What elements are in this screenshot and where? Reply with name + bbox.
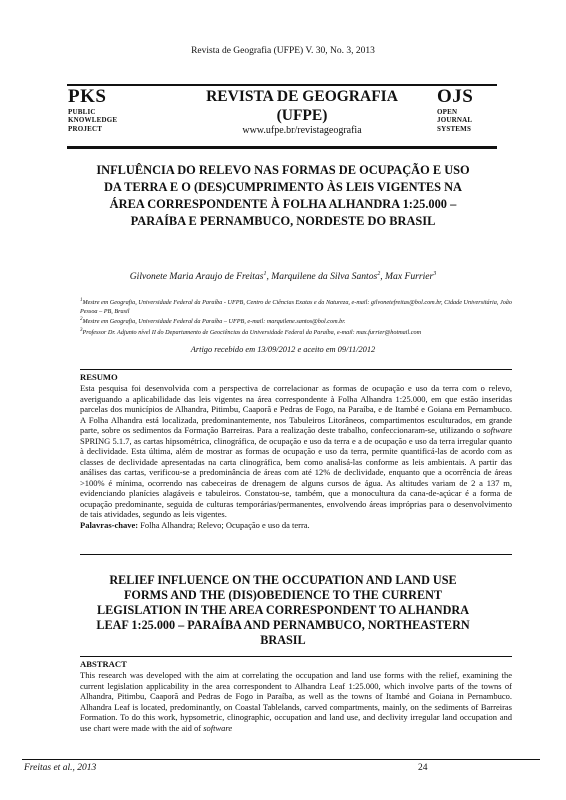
keywords-label: Palavras-chave:: [80, 519, 139, 530]
affiliation-item: [80, 327, 512, 338]
affiliation-item: [80, 297, 512, 316]
pks-logo-line: PUBLIC: [68, 108, 96, 116]
affiliation-marker: 1: [80, 298, 83, 303]
running-header: Revista de Geografia (UFPE) V. 30, No. 3, 2013: [191, 46, 375, 56]
masthead-bottom-rule: [67, 146, 497, 149]
pks-logo-title: PKS: [68, 86, 107, 107]
author-affil-marker: 1: [263, 271, 267, 277]
affiliation-marker: 3: [80, 327, 83, 333]
resumo-text: SPRING 5.1.7, as cartas hipsométrica, clinográfica, de ocupação e uso da terra e a de ocupação e uso da terra irregular quanto à declividade. Esta última, além de mostrar as formas de ocupação e uso da terra, permite quantificá-las de acordo com as classes de declividade apresentadas na carta clinográfica, bem como analisá-las conforme as leis ambientais. A partir das análises das cartas, verificou-se a predominância de áreas com até 12% de declividade, enquanto que a ocorrência de áreas >100% é mínima, ocorrendo nas cabeceiras de drenagem de alguns cursos de água. As altitudes variam de 2 a 137 m, evidenciando planícies alagáveis e tabuleiros. Constatou-se, também, que a monocultura da cana-de-açúcar é a forma de ocupação predominante, seguida de culturas temporárias/permanentes, envolvendo áreas impróprias para o desenvolvimento de tais atividades, segundo as leis vigentes.: [80, 435, 512, 519]
author-affil-marker: 3: [433, 271, 437, 277]
article-title-en: RELIEF INFLUENCE ON THE OCCUPATION AND LAND USE FORMS AND THE (DIS)OBEDIENCE TO THE CURRENT LEGISLATION IN THE AREA CORRESPONDENT TO ALHANDRA LEAF 1:25.000 – PARAÍBA AND PERNAMBUCO, NORTHEASTERN BRASIL: [96, 573, 470, 647]
keywords-text: Folha Alhandra; Relevo; Ocupação e uso da terra.: [138, 519, 310, 530]
ojs-logo-line: JOURNAL: [437, 116, 473, 125]
resumo-top-rule: [80, 369, 512, 370]
affiliation-item: [80, 316, 512, 327]
journal-title-sub: (UFPE): [276, 107, 328, 124]
resumo-bottom-rule: [80, 554, 512, 555]
author-list: [0, 271, 566, 282]
journal-url[interactable]: www.ufpe.br/revistageografia: [242, 125, 362, 136]
ojs-logo-title: OJS: [437, 86, 474, 107]
affiliations: [80, 297, 512, 338]
affiliation-text: Mestre em Geografia, Universidade Federal da Paraíba - UFPB, Centro de Ciências Exatas e da Natureza, e-mail: gilvonetefreitas@bol.com.br, Cidade Universitária, João Pessoa – PB, Brasil: [80, 299, 512, 315]
ojs-logo-line: OPEN: [437, 108, 458, 116]
author-name: Max Furrier: [385, 271, 434, 283]
pks-logo-line: KNOWLEDGE: [68, 116, 118, 125]
resumo-body: [80, 383, 512, 530]
affiliation-text: Mestre em Geografia, Universidade Federal da Paraíba – UFPB, e-mail: marquilene.santos@bol.com.br.: [82, 318, 346, 326]
footer-rule: [22, 759, 540, 760]
author-separator: ,: [380, 271, 386, 283]
author-name: Marquilene da Silva Santos: [271, 271, 378, 283]
affiliation-marker: 2: [80, 317, 83, 323]
affiliation-text: Professor Dr. Adjunto nível II do Departamento de Geociências da Universidade Federal da Paraíba, e-mail: max.furrier@hotmail.com: [82, 328, 422, 336]
abstract-body: [80, 670, 512, 733]
journal-masthead: [67, 84, 497, 148]
ojs-logo: [437, 86, 507, 133]
journal-title: REVISTA DE GEOGRAFIA: [206, 88, 398, 105]
received-date: Artigo recebido em 13/09/2012 e aceito em 09/11/2012: [190, 345, 376, 354]
abstract-top-rule: [80, 656, 512, 657]
author-separator: ,: [266, 271, 272, 283]
page-number: 24: [418, 763, 428, 773]
article-title-pt: INFLUÊNCIA DO RELEVO NAS FORMAS DE OCUPAÇÃO E USO DA TERRA E O (DES)CUMPRIMENTO ÀS LEIS VIGENTES NA ÁREA CORRESPONDENTE À FOLHA ALHANDRA 1:25.000 – PARAÍBA E PERNAMBUCO, NORDESTE DO BRASIL: [96, 163, 470, 228]
keywords: [80, 520, 310, 530]
abstract-heading: ABSTRACT: [80, 659, 127, 669]
footer-citation: Freitas et al., 2013: [24, 763, 97, 773]
author-name: Gilvonete Maria Araujo de Freitas: [129, 271, 264, 283]
resumo-heading: RESUMO: [80, 372, 118, 382]
abstract-italic-term: software: [203, 722, 233, 733]
pks-logo: [68, 86, 178, 133]
ojs-logo-line: SYSTEMS: [437, 124, 472, 133]
resumo-italic-term: software: [483, 425, 512, 435]
author-affil-marker: 2: [377, 271, 381, 277]
abstract-text: This research was developed with the aim at correlating the occupation and land use forms with the relief, examining the current legislation applicability in the area correspondent to Alhandra Leaf 1:25.000, which involve parts of the towns of Alhandra, Pitimbu, Caaporã and Pedras de Fogo in Paraíba, as well as the towns of Itambé and Goiana in Pernambuco. Alhandra Leaf is located, predominantly, on Coastal Tablelands, carved compartments, mainly, on the sediments of Barreiras Formation. To do this work, hypsometric, clinographic, occupation and land use, and declivity irregular land occupation and use chart were made with the aid of: [80, 670, 512, 733]
pks-logo-line: PROJECT: [68, 124, 103, 133]
resumo-text: Esta pesquisa foi desenvolvida com a perspectiva de correlacionar as formas de ocupação e uso da terra com o relevo, averiguando a aplicabilidade das leis vigentes na área correspondente à Folha Alhandra 1:25.000, em que estão inseridas parcelas dos municípios de Alhandra, Pitimbu, Caaporã e Pedras de Fogo, na Paraíba, e de Itambé e Goiana em Pernambuco. A Folha Alhandra está localizada, predominantemente, nos Tabuleiros Litorâneos, compartimentos esculturados, em grande parte, sobre os sedimentos da Formação Barreiras. Para a realização deste trabalho, confeccionaram-se, utilizando o: [80, 383, 512, 435]
journal-title-block: [177, 87, 427, 137]
